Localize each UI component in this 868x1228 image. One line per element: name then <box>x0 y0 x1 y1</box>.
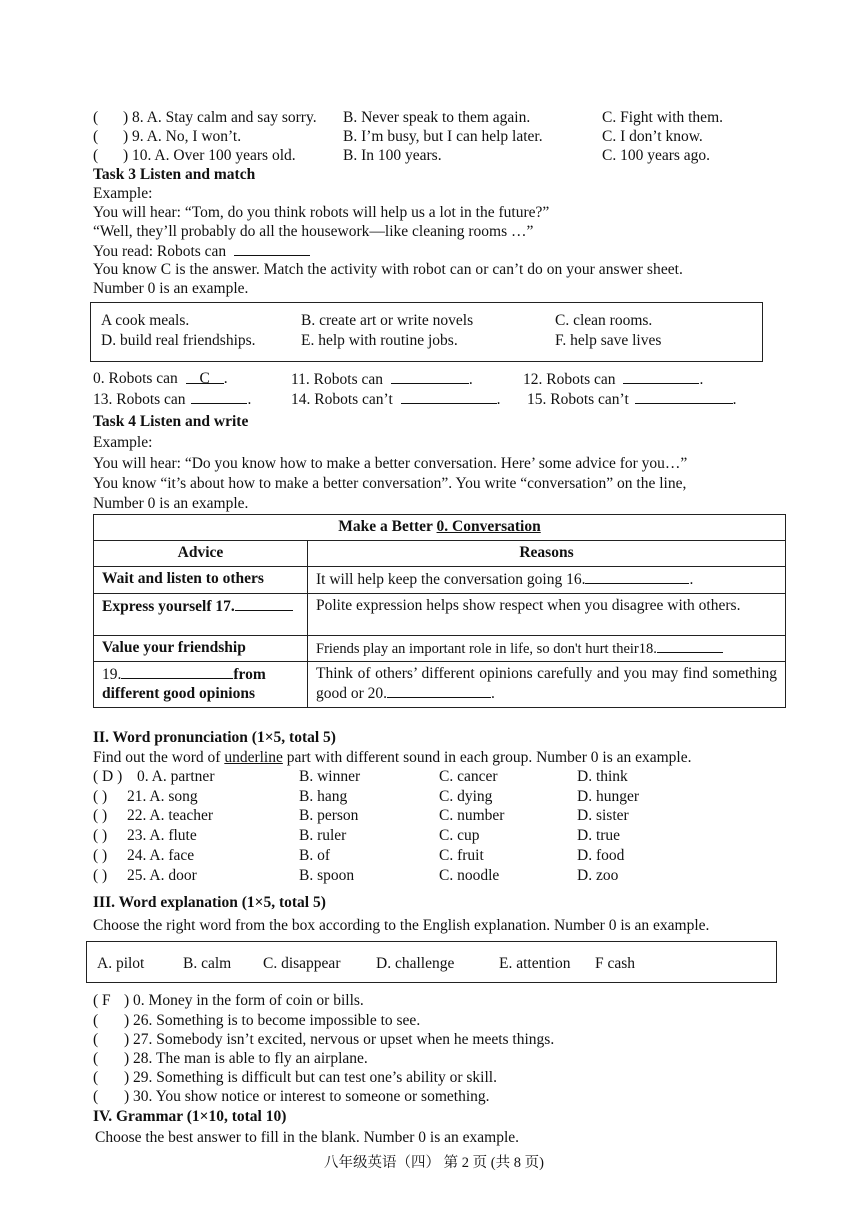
item-paren: ( <box>93 128 99 145</box>
option-c: C. number <box>439 807 505 824</box>
reason-cell <box>308 662 786 708</box>
answer-label: 15. Robots can’t <box>527 391 629 408</box>
option-f: F. help save lives <box>555 332 662 349</box>
answer-0 <box>93 369 228 388</box>
answer-paren[interactable]: ( <box>93 1069 99 1086</box>
task3-instr-line1: You know C is the answer. Match the activity with robot can or can’t do on your answer sheet. <box>93 261 683 278</box>
reason-cell: Polite expression helps show respect when you disagree with others. <box>308 594 786 636</box>
answer-end: . <box>699 371 704 388</box>
answer-end: . <box>247 391 252 408</box>
answer-blank[interactable] <box>391 369 469 384</box>
option-e: E. help with routine jobs. <box>301 332 458 349</box>
item-question: ) 8. A. Stay calm and say sorry. <box>123 109 317 126</box>
option-b: B. person <box>299 807 359 824</box>
word-option: A. pilot <box>97 955 145 972</box>
word-box <box>86 941 777 983</box>
section2-instr <box>93 748 692 767</box>
item-paren: ( <box>93 147 99 164</box>
explanation-text: ) 27. Somebody isn’t excited, nervous or upset when he meets things. <box>124 1031 555 1048</box>
explanation-text: ) 0. Money in the form of coin or bills. <box>124 992 364 1009</box>
option-b: B. spoon <box>299 867 355 884</box>
item-question: ) 10. A. Over 100 years old. <box>123 147 296 164</box>
task3-read-line <box>93 241 310 261</box>
instr-underline: underline <box>224 749 283 766</box>
answer-label: 13. Robots can <box>93 391 186 408</box>
read-line-text: You read: Robots can <box>93 243 227 260</box>
explanation-text: ) 26. Something is to become impossible to see. <box>124 1012 421 1029</box>
reason-cell <box>308 636 786 662</box>
answer-paren[interactable]: ( <box>93 1088 99 1105</box>
task4-know-line: You know “it’s about how to make a better conversation”. You write “conversation” on the line, <box>93 475 687 492</box>
answer-paren[interactable]: ( ) <box>93 807 108 824</box>
answer-12 <box>523 369 703 389</box>
option-c: C. fruit <box>439 847 484 864</box>
answer-end: . <box>496 391 501 408</box>
option-d: D. sister <box>577 807 629 824</box>
answer-paren[interactable]: ( ) <box>93 847 108 864</box>
option-a: A cook meals. <box>101 312 190 329</box>
item-question: ) 9. A. No, I won’t. <box>123 128 242 145</box>
answer-end: . <box>468 371 473 388</box>
task4-number-line: Number 0 is an example. <box>93 495 249 512</box>
explanation-text: ) 29. Something is difficult but can test one’s ability or skill. <box>124 1069 497 1086</box>
table-title <box>94 515 786 541</box>
answer-blank[interactable] <box>585 569 689 584</box>
answer-blank[interactable] <box>657 638 723 653</box>
answer-paren[interactable]: ( F <box>93 992 111 1009</box>
reason-text: It will help keep the conversation going 16. <box>316 571 586 588</box>
option-c: C. dying <box>439 788 493 805</box>
task4-title: Task 4 Listen and write <box>93 413 249 430</box>
option-d: D. food <box>577 847 625 864</box>
table-row <box>94 594 786 636</box>
answer-label: 12. Robots can <box>523 371 616 388</box>
explanation-text: ) 30. You show notice or interest to someone or something. <box>124 1088 490 1105</box>
answer-paren[interactable]: ( ) <box>93 788 108 805</box>
advice-cell <box>94 662 308 708</box>
option-c: C. clean rooms. <box>555 312 653 329</box>
table-title-prefix: Make a Better <box>338 518 437 535</box>
item-option-c: C. I don’t know. <box>602 128 703 145</box>
section3-title: III. Word explanation (1×5, total 5) <box>93 894 326 911</box>
task3-hear-line1: You will hear: “Tom, do you think robots will help us a lot in the future?” <box>93 204 550 221</box>
answer-13 <box>93 389 251 409</box>
option-c: C. noodle <box>439 867 500 884</box>
question-option-a: 23. A. flute <box>127 827 197 844</box>
answer-14 <box>291 389 501 409</box>
answer-blank[interactable] <box>387 683 491 698</box>
instr-pre: Find out the word of <box>93 749 225 766</box>
answer-label: 11. Robots can <box>291 371 383 388</box>
option-d: D. hunger <box>577 788 639 805</box>
question-option-a: 24. A. face <box>127 847 195 864</box>
task3-hear-line2: “Well, they’ll probably do all the housework—like cleaning rooms …” <box>93 223 534 240</box>
option-d: D. true <box>577 827 621 844</box>
table-row <box>94 636 786 662</box>
answer-end: . <box>732 391 737 408</box>
answer-blank[interactable] <box>191 389 247 404</box>
answer-blank[interactable] <box>235 596 293 611</box>
option-b: B. winner <box>299 768 361 785</box>
answer-15 <box>527 389 737 409</box>
reason-text: Think of others’ different opinions carefully and you may find something good or 20. <box>316 665 777 702</box>
answer-paren[interactable]: ( D ) <box>93 768 123 785</box>
answer-blank[interactable] <box>121 664 233 679</box>
task3-example-label: Example: <box>93 185 153 202</box>
answer-paren[interactable]: ( <box>93 1050 99 1067</box>
option-b: B. create art or write novels <box>301 312 474 329</box>
word-option: E. attention <box>499 955 571 972</box>
page-footer: 八年级英语（四） 第 2 页 (共 8 页) <box>324 1155 544 1171</box>
item-option-b: B. Never speak to them again. <box>343 109 531 126</box>
option-c: C. cup <box>439 827 480 844</box>
question-option-a: 21. A. song <box>127 788 198 805</box>
reason-text: Friends play an important role in life, so don't hurt their18. <box>316 641 657 657</box>
advice-text: from <box>233 666 266 683</box>
answer-blank[interactable]: C <box>186 369 224 384</box>
item-option-b: B. I’m busy, but I can help later. <box>343 128 543 145</box>
answer-11 <box>291 369 473 389</box>
answer-paren[interactable]: ( <box>93 1012 99 1029</box>
question-option-a: 25. A. door <box>127 867 197 884</box>
word-option: B. calm <box>183 955 232 972</box>
advice-text-2: different good opinions <box>102 685 256 702</box>
reason-cell <box>308 567 786 594</box>
answer-blank[interactable] <box>401 389 497 404</box>
item-paren: ( <box>93 109 99 126</box>
table-row <box>94 662 786 708</box>
advice-text: Express yourself 17. <box>102 598 235 615</box>
answer-blank[interactable] <box>635 389 733 404</box>
word-option: D. challenge <box>376 955 455 972</box>
question-option-a: 0. A. partner <box>137 768 215 785</box>
task3-options-box <box>90 302 763 362</box>
option-b: B. ruler <box>299 827 347 844</box>
answer-label: 0. Robots can <box>93 370 178 387</box>
advice-cell <box>94 594 308 636</box>
task4-example-label: Example: <box>93 434 153 451</box>
answer-paren[interactable]: ( <box>93 1031 99 1048</box>
item-option-c: C. Fight with them. <box>602 109 723 126</box>
option-d: D. zoo <box>577 867 619 884</box>
item-option-c: C. 100 years ago. <box>602 147 711 164</box>
option-d: D. build real friendships. <box>101 332 256 349</box>
answer-paren[interactable]: ( ) <box>93 867 108 884</box>
answer-blank[interactable] <box>623 369 699 384</box>
answer-blank[interactable] <box>234 241 310 256</box>
option-c: C. cancer <box>439 768 498 785</box>
option-b: B. of <box>299 847 330 864</box>
section4-title: IV. Grammar (1×10, total 10) <box>93 1108 287 1125</box>
instr-post: part with different sound in each group. Number 0 is an example. <box>282 749 692 766</box>
advice-prefix: 19. <box>102 666 122 683</box>
column-header-advice: Advice <box>94 541 308 567</box>
section3-instr: Choose the right word from the box according to the English explanation. Number 0 is an example. <box>93 917 710 934</box>
advice-cell: Value your friendship <box>94 636 308 662</box>
reason-tail: . <box>689 571 694 588</box>
section2-title: II. Word pronunciation (1×5, total 5) <box>93 729 336 746</box>
table-row <box>94 567 786 594</box>
answer-paren[interactable]: ( ) <box>93 827 108 844</box>
advice-cell: Wait and listen to others <box>94 567 308 594</box>
section4-instr: Choose the best answer to fill in the blank. Number 0 is an example. <box>95 1129 520 1146</box>
table-title-answer: 0. Conversation <box>436 518 541 535</box>
task3-instr-line2: Number 0 is an example. <box>93 280 249 297</box>
answer-end: . <box>223 370 228 387</box>
reason-tail: . <box>491 685 495 702</box>
task3-title: Task 3 Listen and match <box>93 166 256 183</box>
advice-table <box>93 514 786 708</box>
answer-label: 14. Robots can’t <box>291 391 393 408</box>
question-option-a: 22. A. teacher <box>127 807 214 824</box>
option-d: D. think <box>577 768 628 785</box>
option-b: B. hang <box>299 788 348 805</box>
column-header-reasons: Reasons <box>308 541 786 567</box>
explanation-text: ) 28. The man is able to fly an airplane. <box>124 1050 368 1067</box>
task4-hear-line: You will hear: “Do you know how to make a better conversation. Here’ some advice for you…” <box>93 455 688 472</box>
word-option: F cash <box>595 955 636 972</box>
word-option: C. disappear <box>263 955 341 972</box>
item-option-b: B. In 100 years. <box>343 147 442 164</box>
